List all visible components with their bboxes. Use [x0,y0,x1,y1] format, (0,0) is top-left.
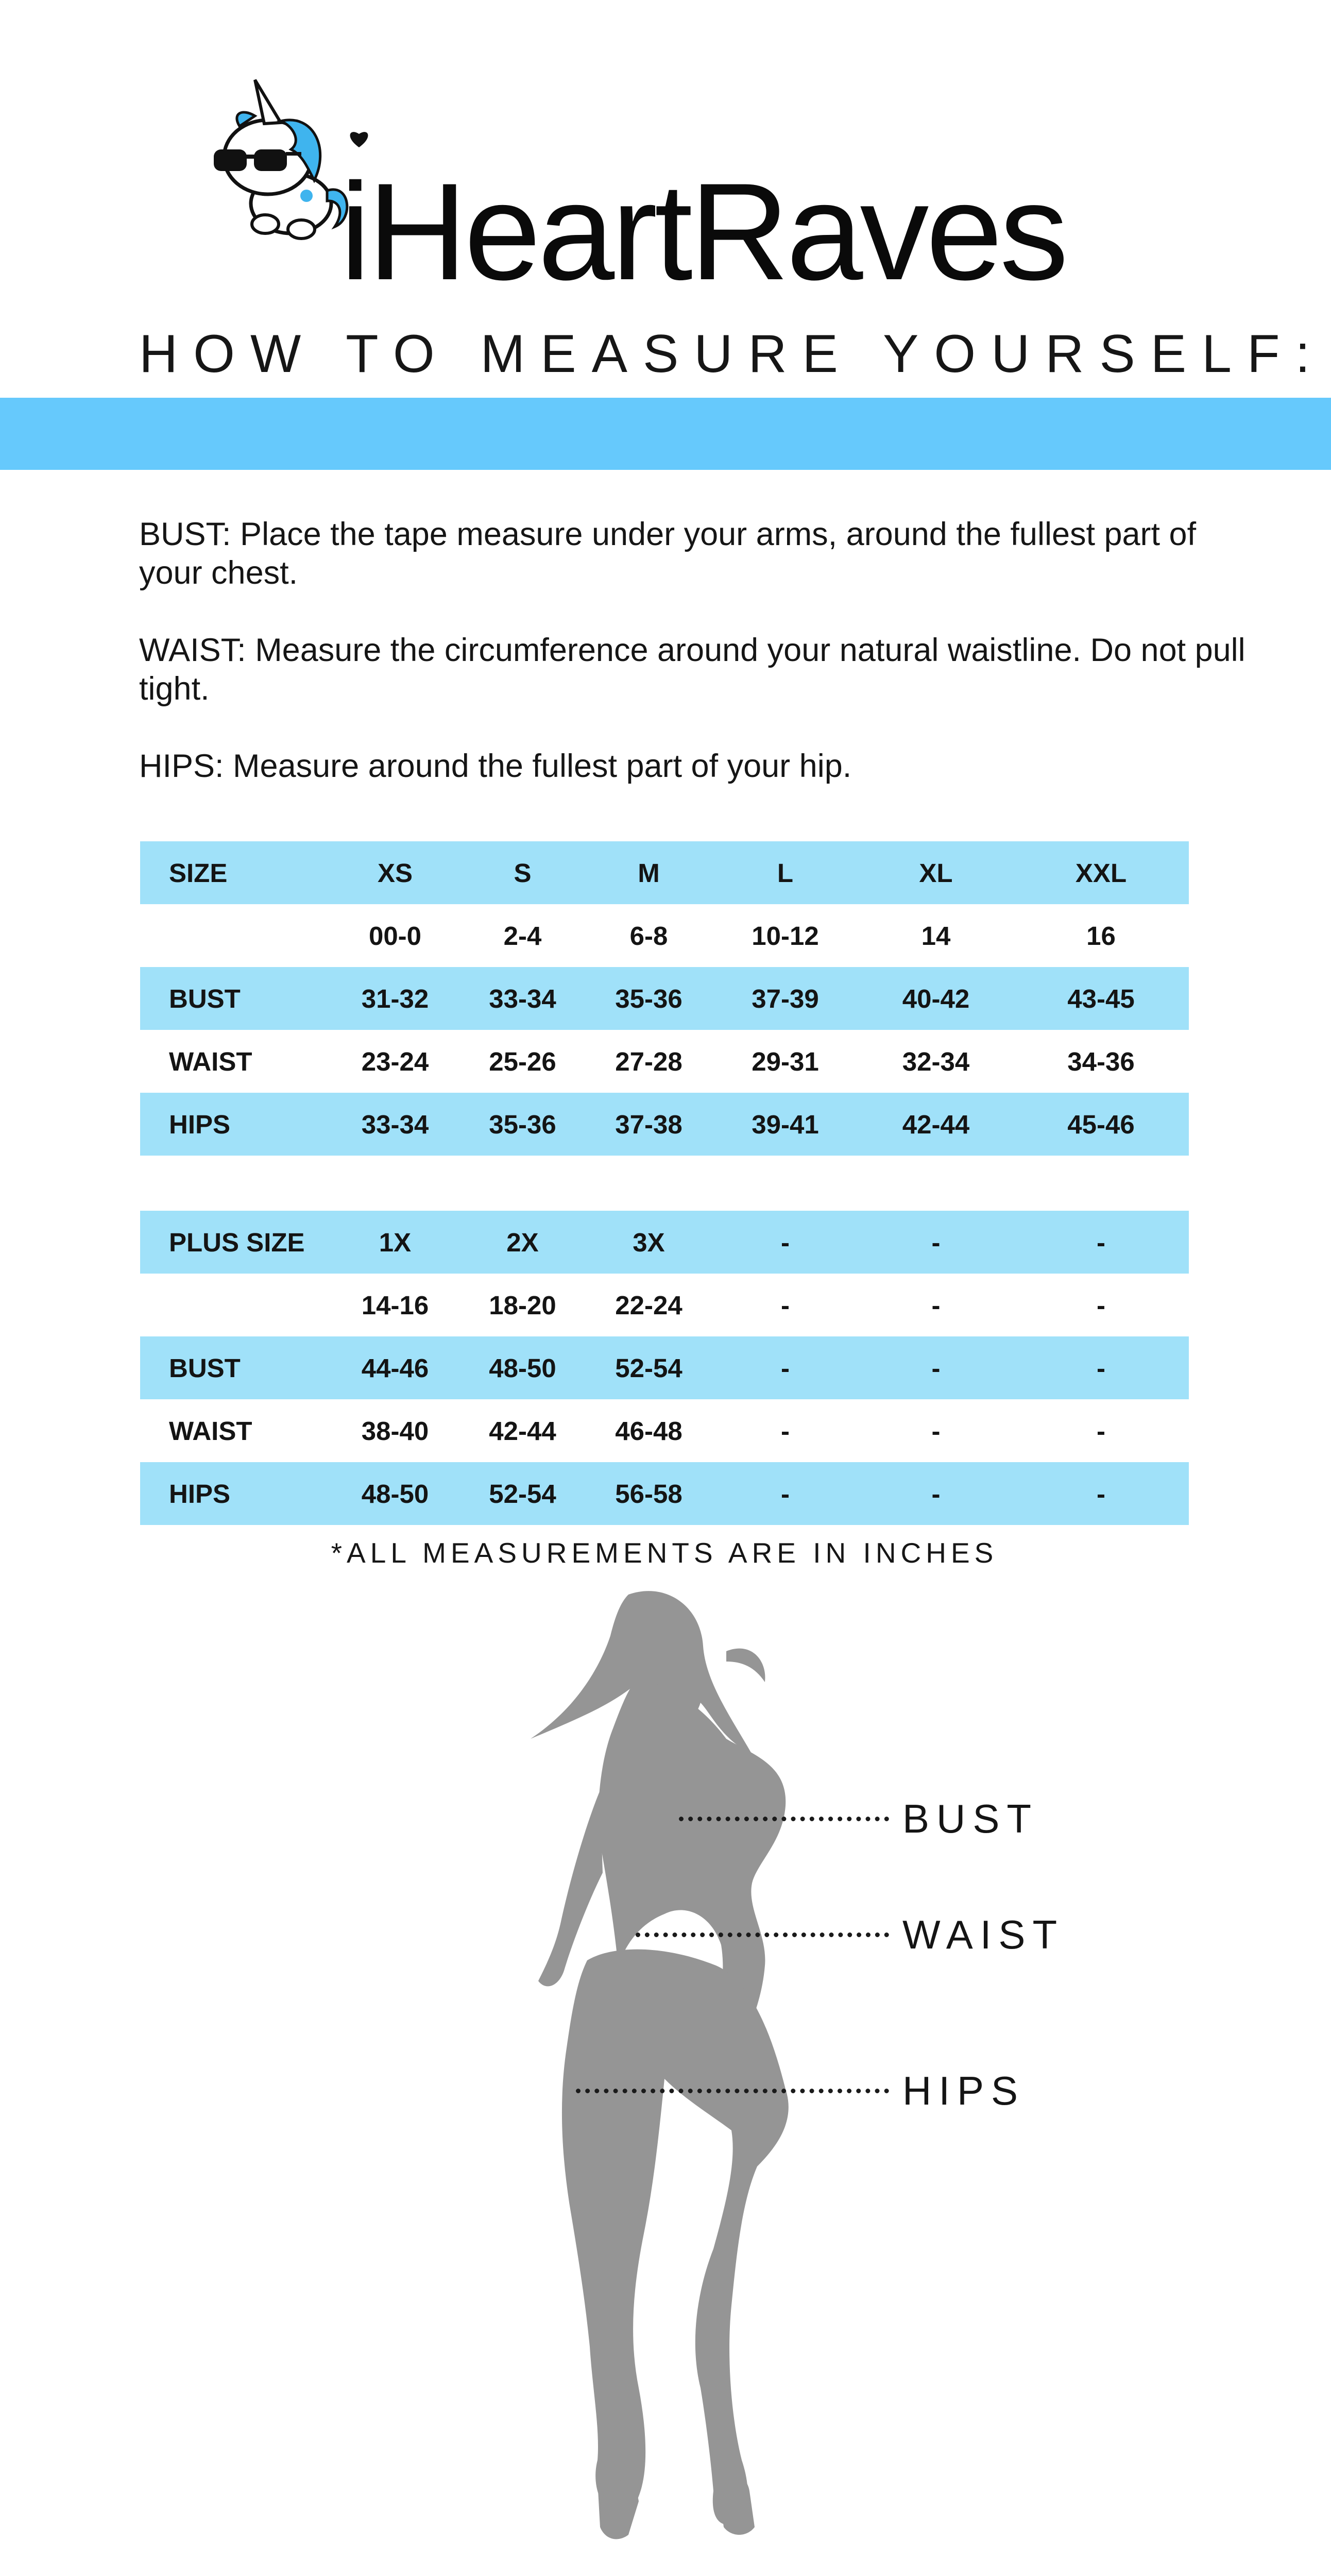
table-cell: - [1097,1290,1105,1320]
table-cell: 35-36 [586,967,712,1030]
waist-instruction [139,631,1247,708]
table-cell: 14-16 [361,1290,429,1320]
row-label: HIPS [140,1462,331,1525]
header-cell: - [859,1211,1013,1274]
table-cell: 52-54 [459,1462,586,1525]
row-label [140,904,331,967]
table-cell: 42-44 [489,1416,556,1446]
header-cell: SIZE [140,841,331,904]
bust-leader-line [679,1817,889,1821]
header-cell: XXL [1013,841,1189,904]
instruction-text: Place the tape measure under your arms, around the fullest part of your chest. [139,516,1197,591]
table-cell: - [781,1290,790,1320]
table-cell: 23-24 [361,1046,429,1076]
table-row [140,1274,1189,1336]
standard-size-table [140,841,1189,1156]
table-cell: 39-41 [712,1093,859,1156]
table-cell: 48-50 [331,1462,459,1525]
header-cell: 2X [459,1211,586,1274]
table-cell: 37-38 [586,1093,712,1156]
table-row [140,1462,1189,1525]
table-cell: 33-34 [331,1093,459,1156]
header-cell: M [586,841,712,904]
bust-label: BUST [902,1796,1039,1841]
table-cell: 48-50 [459,1336,586,1399]
table-cell: 33-34 [459,967,586,1030]
plus-size-table [140,1211,1189,1525]
table-cell: - [1013,1336,1189,1399]
table-cell: - [1013,1462,1189,1525]
table-cell: - [712,1462,859,1525]
header-cell: - [712,1211,859,1274]
table-cell: 43-45 [1013,967,1189,1030]
header-cell: 1X [331,1211,459,1274]
table-cell: - [1097,1416,1105,1446]
measurement-instructions [139,515,1247,824]
table-cell: - [859,1336,1013,1399]
table-cell: 10-12 [752,921,819,951]
table-row [140,1030,1189,1093]
table-cell: 25-26 [489,1046,556,1076]
header-cell: XL [859,841,1013,904]
header-cell: - [1013,1211,1189,1274]
table-cell: 14 [921,921,951,951]
header-cell: L [712,841,859,904]
table-cell: 56-58 [586,1462,712,1525]
row-label: HIPS [140,1093,331,1156]
instruction-term: WAIST: [139,632,246,668]
table-cell: 27-28 [615,1046,682,1076]
brand-name: iHeartRaves [340,154,1066,309]
header-cell: 3X [586,1211,712,1274]
table-cell: - [712,1336,859,1399]
waist-label: WAIST [902,1912,1065,1957]
table-cell: 6-8 [629,921,668,951]
table-cell: 22-24 [615,1290,682,1320]
table-cell: 35-36 [459,1093,586,1156]
hips-instruction [139,747,1247,786]
table-cell: 37-39 [712,967,859,1030]
unicorn-mascot-icon [203,72,358,247]
instruction-term: HIPS: [139,748,224,784]
instruction-text: Measure around the fullest part of your hip. [224,748,852,784]
header-cell: PLUS SIZE [140,1211,331,1274]
hips-leader-line [576,2089,889,2093]
hips-label: HIPS [902,2068,1026,2113]
table-cell: 44-46 [331,1336,459,1399]
brand-logo [203,72,1131,309]
measurement-footnote: *ALL MEASUREMENTS ARE IN INCHES [331,1537,998,1569]
table-cell: 46-48 [615,1416,682,1446]
table-cell: 45-46 [1013,1093,1189,1156]
table-row [140,967,1189,1030]
row-label: BUST [140,1336,331,1399]
table-cell: 00-0 [368,921,422,951]
row-label: WAIST [169,1416,252,1446]
row-label: WAIST [169,1046,252,1076]
table-header-row [140,841,1189,904]
table-row [140,1336,1189,1399]
table-header-row [140,1211,1189,1274]
table-cell: 52-54 [586,1336,712,1399]
table-cell: - [781,1416,790,1446]
table-row [140,1399,1189,1462]
body-silhouette-icon [510,1584,819,2553]
table-cell: 31-32 [331,967,459,1030]
instruction-term: BUST: [139,516,231,552]
table-row [140,904,1189,967]
row-label [140,1274,331,1336]
table-cell: - [931,1416,941,1446]
header-cell: S [459,841,586,904]
table-cell: 2-4 [503,921,542,951]
blue-divider-band [0,398,1331,470]
table-cell: 29-31 [752,1046,819,1076]
bust-instruction [139,515,1247,592]
page-title: HOW TO MEASURE YOURSELF: [139,324,1326,384]
table-cell: 38-40 [361,1416,429,1446]
table-cell: 16 [1086,921,1116,951]
table-cell: - [931,1290,941,1320]
header-cell: XS [331,841,459,904]
table-cell: 40-42 [859,967,1013,1030]
table-cell: 18-20 [489,1290,556,1320]
heart-icon [348,128,370,148]
table-cell: 42-44 [859,1093,1013,1156]
row-label: BUST [140,967,331,1030]
waist-leader-line [636,1933,889,1937]
table-cell: - [859,1462,1013,1525]
instruction-text: Measure the circumference around your natural waistline. Do not pull tight. [139,632,1245,707]
table-cell: 34-36 [1067,1046,1135,1076]
table-cell: 32-34 [902,1046,970,1076]
table-row [140,1093,1189,1156]
